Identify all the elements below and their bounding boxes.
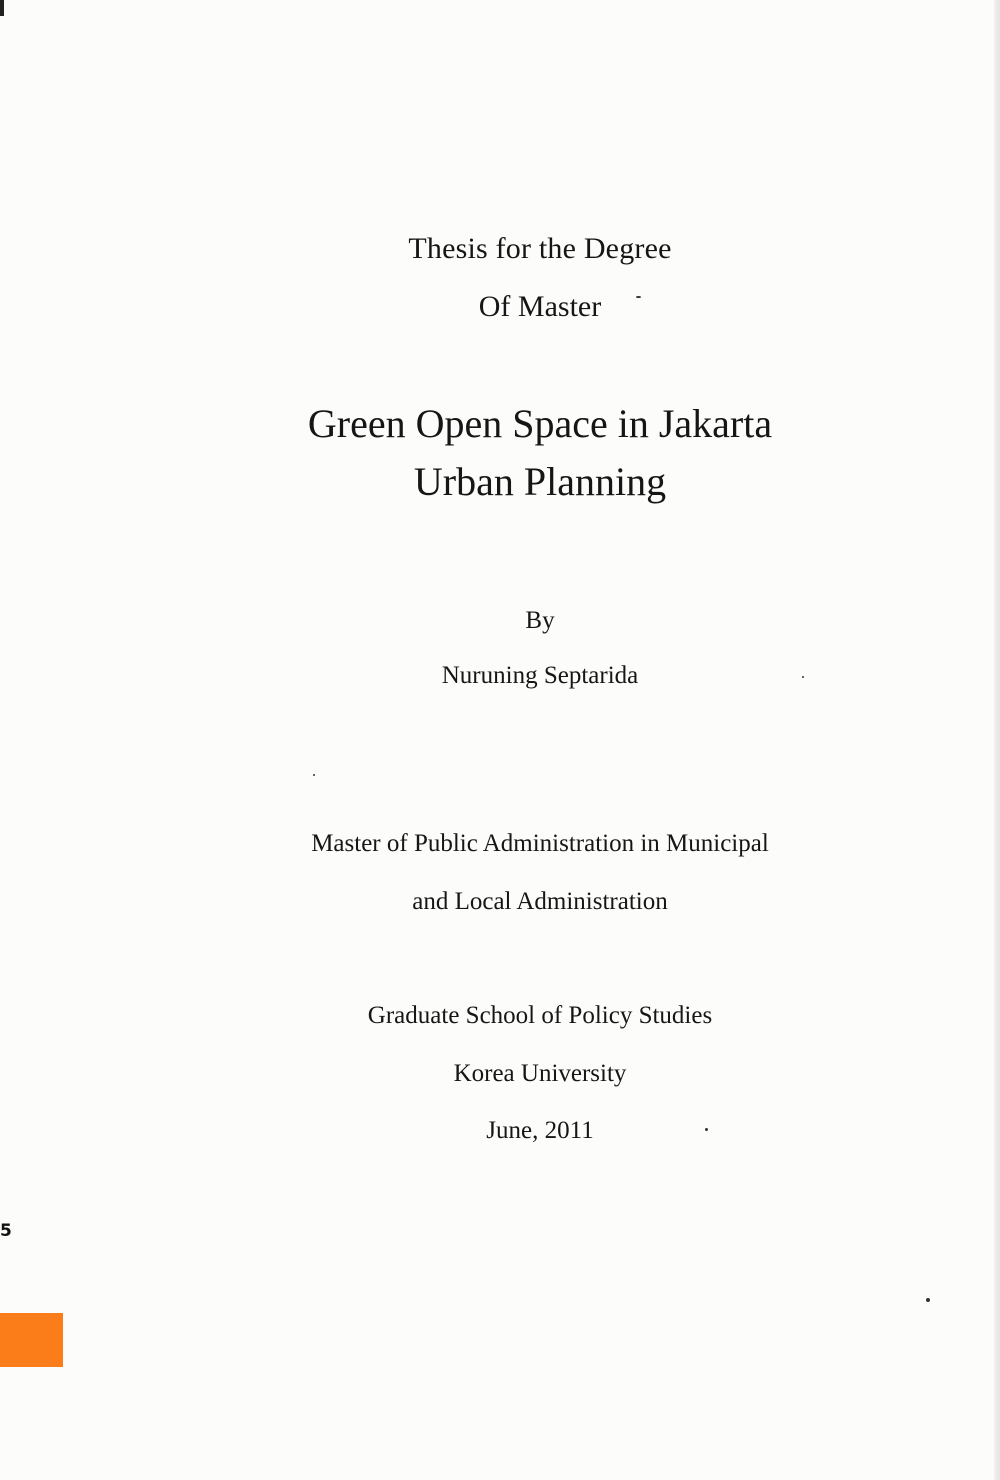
by-label: By bbox=[525, 607, 555, 634]
program-line-1: Master of Public Administration in Municipal bbox=[311, 830, 769, 857]
scan-speck bbox=[313, 774, 315, 776]
thesis-title-line-2: Urban Planning bbox=[413, 459, 667, 504]
submission-date: June, 2011 bbox=[486, 1117, 594, 1144]
scan-speck bbox=[636, 296, 641, 298]
university-name: Korea University bbox=[453, 1060, 627, 1087]
corner-scan-mark bbox=[0, 0, 4, 16]
scan-speck bbox=[802, 676, 804, 678]
program-line-2: and Local Administration bbox=[412, 888, 668, 915]
side-page-number: 5 bbox=[0, 1221, 12, 1241]
degree-line-1: Thesis for the Degree bbox=[408, 232, 672, 265]
author-name: Nuruning Septarida bbox=[441, 662, 639, 689]
thesis-title-line-1: Green Open Space in Jakarta bbox=[307, 401, 773, 446]
school-name: Graduate School of Policy Studies bbox=[367, 1002, 713, 1029]
orange-margin-tab bbox=[0, 1313, 63, 1367]
scan-speck bbox=[705, 1128, 708, 1131]
scan-speck bbox=[926, 1298, 930, 1302]
page-edge-shadow bbox=[994, 0, 1000, 1480]
degree-line-2: Of Master bbox=[478, 290, 602, 323]
